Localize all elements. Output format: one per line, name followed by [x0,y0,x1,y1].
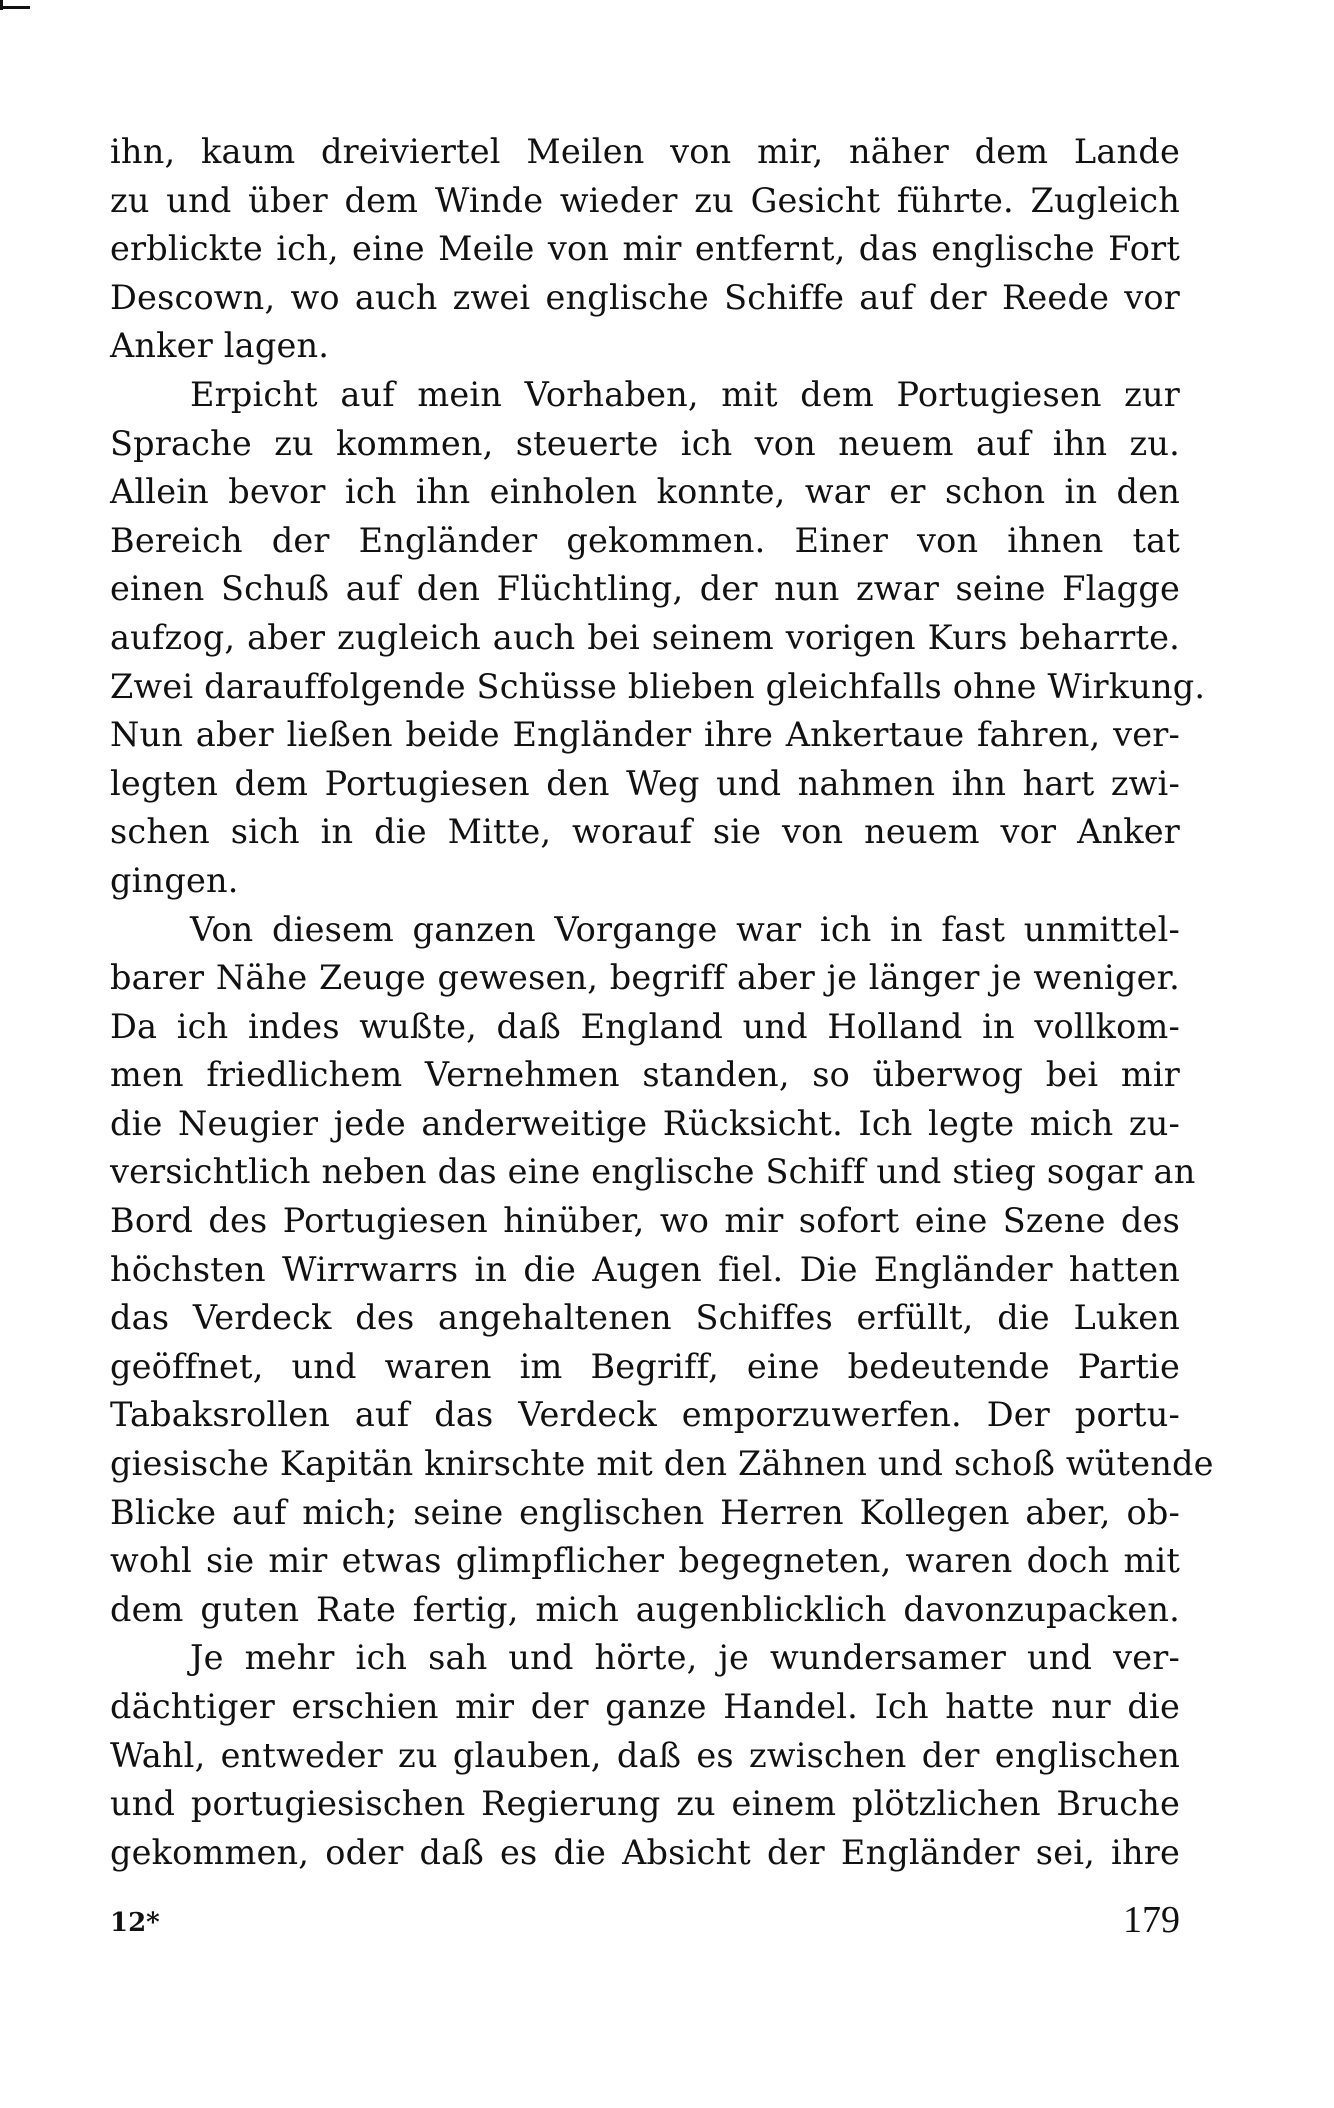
text-line: gekommen, oder daß es die Absicht der Engländer sei, ihre [110,1832,1180,1872]
text-line: Sprache zu kommen, steuerte ich von neuem auf ihn zu. [110,423,1180,463]
text-line: Nun aber ließen beide Engländer ihre Ankertaue fahren, ver- [110,715,1180,755]
text-line: das Verdeck des angehaltenen Schiffes erfüllt, die Luken [110,1298,1180,1338]
page-number: 179 [1123,1899,1180,1941]
corner-mark [0,6,30,9]
text-line: gingen. [110,860,239,900]
text-line: Da ich indes wußte, daß England und Holland in vollkom- [110,1006,1180,1046]
text-line: Zwei darauffolgende Schüsse blieben gleichfalls ohne Wirkung. [110,666,1206,706]
text-line: schen sich in die Mitte, worauf sie von neuem vor Anker [110,812,1180,852]
text-line: Bereich der Engländer gekommen. Einer von ihnen tat [110,520,1180,560]
text-line: Descown, wo auch zwei englische Schiffe auf der Reede vor [110,277,1180,317]
text-line: dem guten Rate fertig, mich augenblicklich davonzupacken. [110,1589,1180,1629]
text-line: Wahl, entweder zu glauben, daß es zwischen der englischen [110,1735,1180,1775]
page-body-text [110,128,1214,1877]
text-line: wohl sie mir etwas glimpflicher begegneten, waren doch mit [110,1541,1180,1581]
text-line: Allein bevor ich ihn einholen konnte, war er schon in den [110,472,1180,512]
text-line: Von diesem ganzen Vorgange war ich in fast unmittel- [190,909,1180,949]
text-line: Bord des Portugiesen hinüber, wo mir sofort eine Szene des [110,1201,1180,1241]
text-line: Blicke auf mich; seine englischen Herren Kollegen aber, ob- [110,1492,1180,1532]
text-line: barer Nähe Zeuge gewesen, begriff aber je länger je weniger. [110,958,1180,998]
text-line: men friedlichem Vernehmen standen, so überwog bei mir [110,1055,1180,1095]
text-line: ihn, kaum dreiviertel Meilen von mir, näher dem Lande [110,132,1180,171]
text-line: Je mehr ich sah und hörte, je wundersamer und ver- [190,1638,1180,1678]
text-line: geöffnet, und waren im Begriff, eine bedeutende Partie [110,1346,1180,1386]
text-line: und portugiesischen Regierung zu einem plötzlichen Bruche [110,1784,1180,1824]
text-line: aufzog, aber zugleich auch bei seinem vorigen Kurs beharrte. [110,617,1180,657]
text-line: zu und über dem Winde wieder zu Gesicht führte. Zugleich [110,180,1180,220]
text-line: Anker lagen. [110,326,330,366]
text-line: Erpicht auf mein Vorhaben, mit dem Portugiesen zur [190,374,1180,414]
text-line: versichtlich neben das eine englische Schiff und stieg sogar an [110,1152,1196,1192]
text-line: legten dem Portugiesen den Weg und nahmen ihn hart zwi- [110,763,1180,803]
text-line: erblickte ich, eine Meile von mir entfernt, das englische Fort [110,229,1180,269]
text-line: höchsten Wirrwarrs in die Augen fiel. Die Engländer hatten [110,1249,1180,1289]
text-line: giesische Kapitän knirschte mit den Zähnen und schoß wütende [110,1444,1214,1484]
text-line: Tabaksrollen auf das Verdeck emporzuwerfen. Der portu- [110,1395,1180,1435]
text-line: dächtiger erschien mir der ganze Handel. Ich hatte nur die [110,1687,1180,1726]
text-line: einen Schuß auf den Flüchtling, der nun zwar seine Flagge [110,569,1180,609]
page-footer [110,1898,1180,1958]
text-line: die Neugier jede anderweitige Rücksicht. Ich legte mich zu- [110,1103,1180,1143]
corner-mark-vertical [0,0,3,10]
printer-signature-mark: 12* [110,1908,160,1938]
